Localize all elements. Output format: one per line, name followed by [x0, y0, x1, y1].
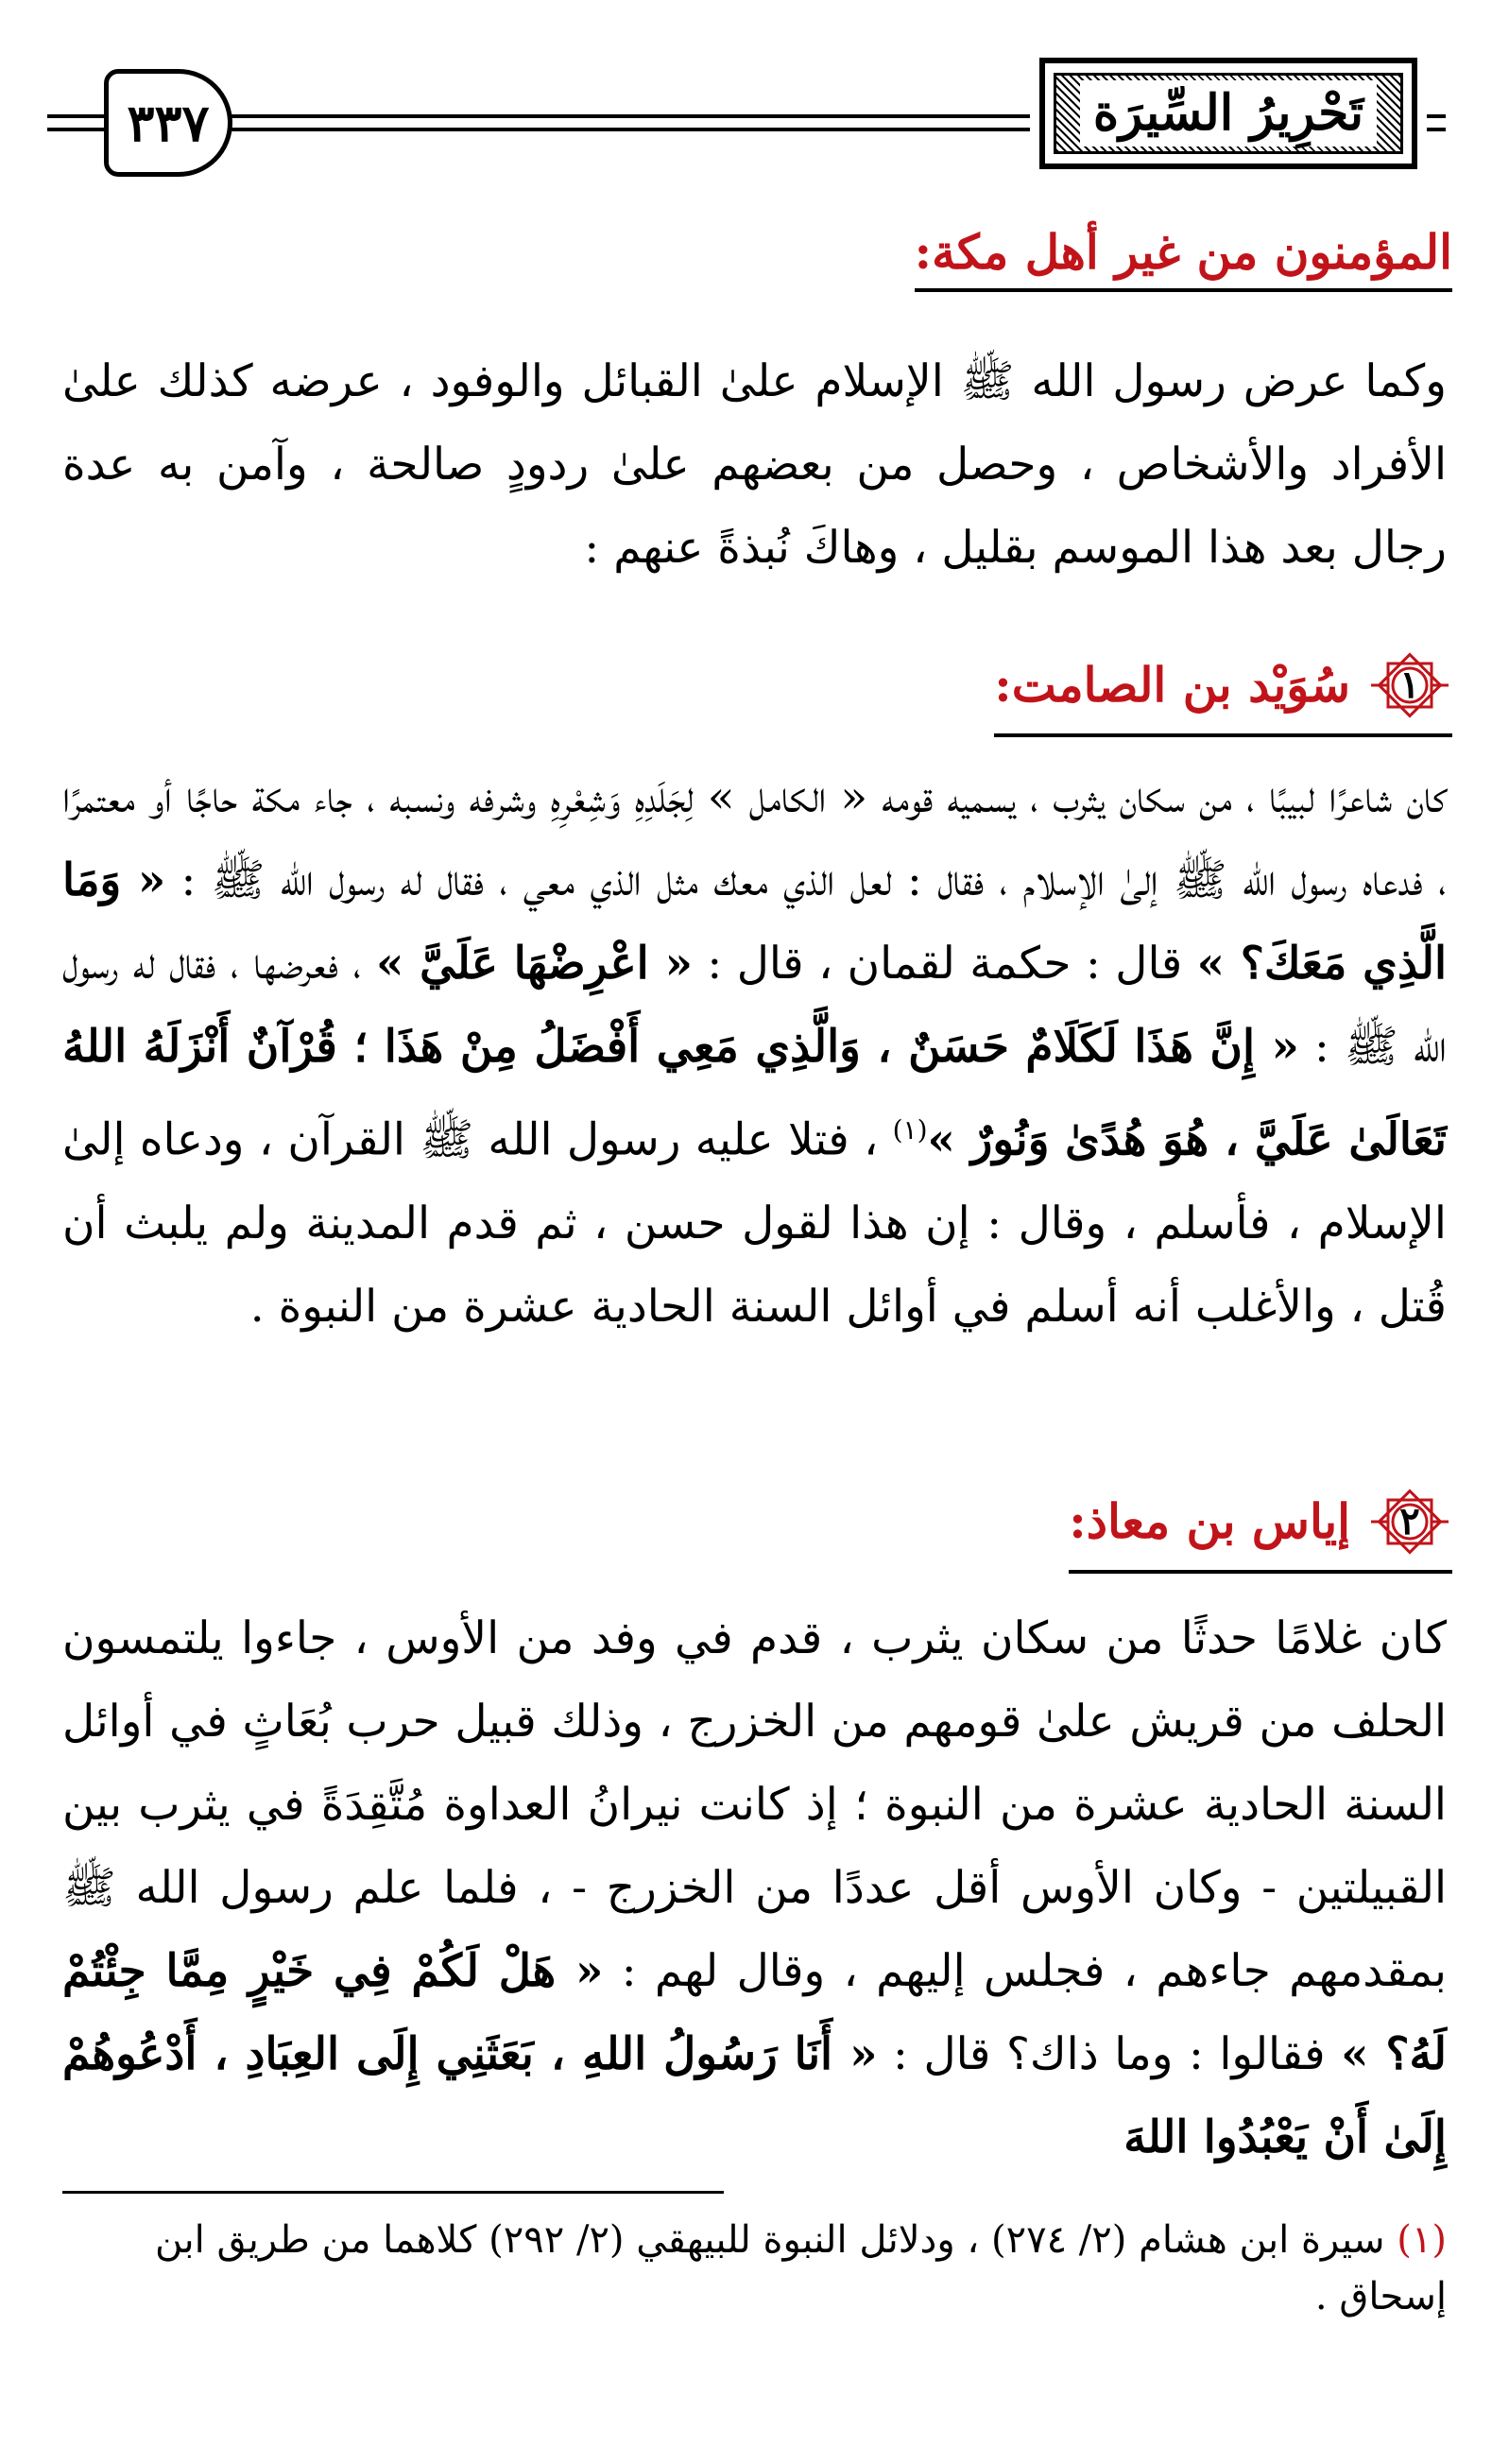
- text-run: ، فتلا عليه رسول الله ﷺ القرآن ، ودعاه إلىٰ الإسلام ، فأسلم ، وقال : إن هذا لقول حسن ، ثم قدم المدينة ولم يلبث أن قُتل ، والأغلب أنه أسلم في أوائل السنة الحادية عشرة من النبوة .: [62, 1113, 1447, 1333]
- hadith-quote: « وَمَا الَّذِي مَعَكَ؟ »: [62, 854, 1448, 990]
- hadith-quote: « هَلْ لَكُمْ فِي خَيْرٍ مِمَّا جِئْتُمْ لَهُ؟ »: [62, 1945, 1447, 2080]
- item-1-title: سُوَيْد بن الصامت:: [994, 657, 1350, 713]
- text-run: كان شاعرًا لبيبًا ، من سكان يثرب ، يسميه قومه « الكامل » لِجَلَدِهِ وَشِعْرِهِ وشرفه ونسبه ، جاء مكة حاجًا أو معتمرًا ، فدعاه رسول الله ﷺ إلىٰ الإسلام ، فقال : لعل الذي معك مثل الذي معي ، فقال له رسول الله ﷺ :: [62, 771, 1448, 906]
- book-title: تَحْرِيرُ السِّيرَة: [1080, 80, 1377, 146]
- footnote-ref[interactable]: (١): [892, 1114, 928, 1146]
- header-rule: [1427, 114, 1446, 131]
- header-rule: [47, 114, 104, 131]
- header-rule: [227, 114, 1030, 131]
- footnote-number: (١): [1397, 2218, 1447, 2262]
- text-run: كان غلامًا حدثًا من سكان يثرب ، قدم في وفد من الأوس ، جاءوا يلتمسون الحلف من قريش علىٰ قومهم من الخزرج ، وذلك قبيل حرب بُعَاثٍ في أوائل السنة الحادية عشرة من النبوة ؛ إذ كانت نيرانُ العداوة مُتَّقِدَةً في يثرب بين القبيلتين - وكان الأوس أقل عددًا من الخزرج - ، فلما علم رسول الله ﷺ بمقدمهم جاءهم ، فجلس إليهم ، وقال لهم :: [62, 1612, 1447, 1997]
- item-number: ١: [1399, 663, 1420, 707]
- ornament-star-icon: [1367, 1479, 1452, 1564]
- item-2-heading: [1069, 1479, 1452, 1574]
- page-header: [47, 52, 1446, 165]
- intro-paragraph: وكما عرض رسول الله ﷺ الإسلام علىٰ القبائل والوفود ، عرضه كذلك علىٰ الأفراد والأشخاص ، وحصل من بعضهم علىٰ ردودٍ صالحة ، وآمن به عدة رجال بعد هذا الموسم بقليل ، وهاكَ نُبذةً عنهم :: [62, 355, 1447, 574]
- footnote-separator: [62, 2191, 724, 2194]
- section-heading: المؤمنون من غير أهل مكة:: [915, 222, 1452, 292]
- ornament-star-icon: [1367, 643, 1452, 728]
- book-title-frame: [1039, 58, 1417, 169]
- hadith-quote: « اعْرِضْهَا عَلَيَّ »: [375, 938, 693, 990]
- item-1-heading: [994, 643, 1452, 737]
- text-run: ، فعرضها ، فقال له رسول الله ﷺ :: [62, 938, 1447, 1073]
- item-1-paragraph: [62, 756, 1447, 1349]
- item-number: ٢: [1399, 1499, 1420, 1543]
- footnote-text: سيرة ابن هشام (٢/ ٢٧٤) ، ودلائل النبوة للبيهقي (٢/ ٢٩٢) كلاهما من طريق ابن إسحاق .: [155, 2218, 1447, 2318]
- item-2-title: إياس بن معاذ:: [1069, 1493, 1350, 1549]
- footnote: [62, 2212, 1447, 2325]
- hadith-quote: « إِنَّ هَذَا لَكَلَامٌ حَسَنٌ ، وَالَّذِي مَعِي أَفْضَلُ مِنْ هَذَا ؛ قُرْآنٌ أَنْزَلَهُ اللهُ تَعَالَىٰ عَلَيَّ ، هُوَ هُدًىٰ وَنُورٌ »: [62, 1021, 1447, 1166]
- hadith-quote: « أَنَا رَسُولُ اللهِ ، بَعَثَنِي إِلَى العِبَادِ ، أَدْعُوهُمْ إِلَىٰ أَنْ يَعْبُدُوا اللهَ: [62, 2028, 1447, 2163]
- text-run: فقالوا : وما ذاك؟ قال :: [877, 2028, 1342, 2080]
- item-2-paragraph: [62, 1597, 1447, 2180]
- text-run: قال : حكمة لقمان ، قال :: [692, 938, 1197, 990]
- page-number: ٣٣٧: [104, 69, 232, 177]
- book-title-ornament: [1054, 73, 1403, 154]
